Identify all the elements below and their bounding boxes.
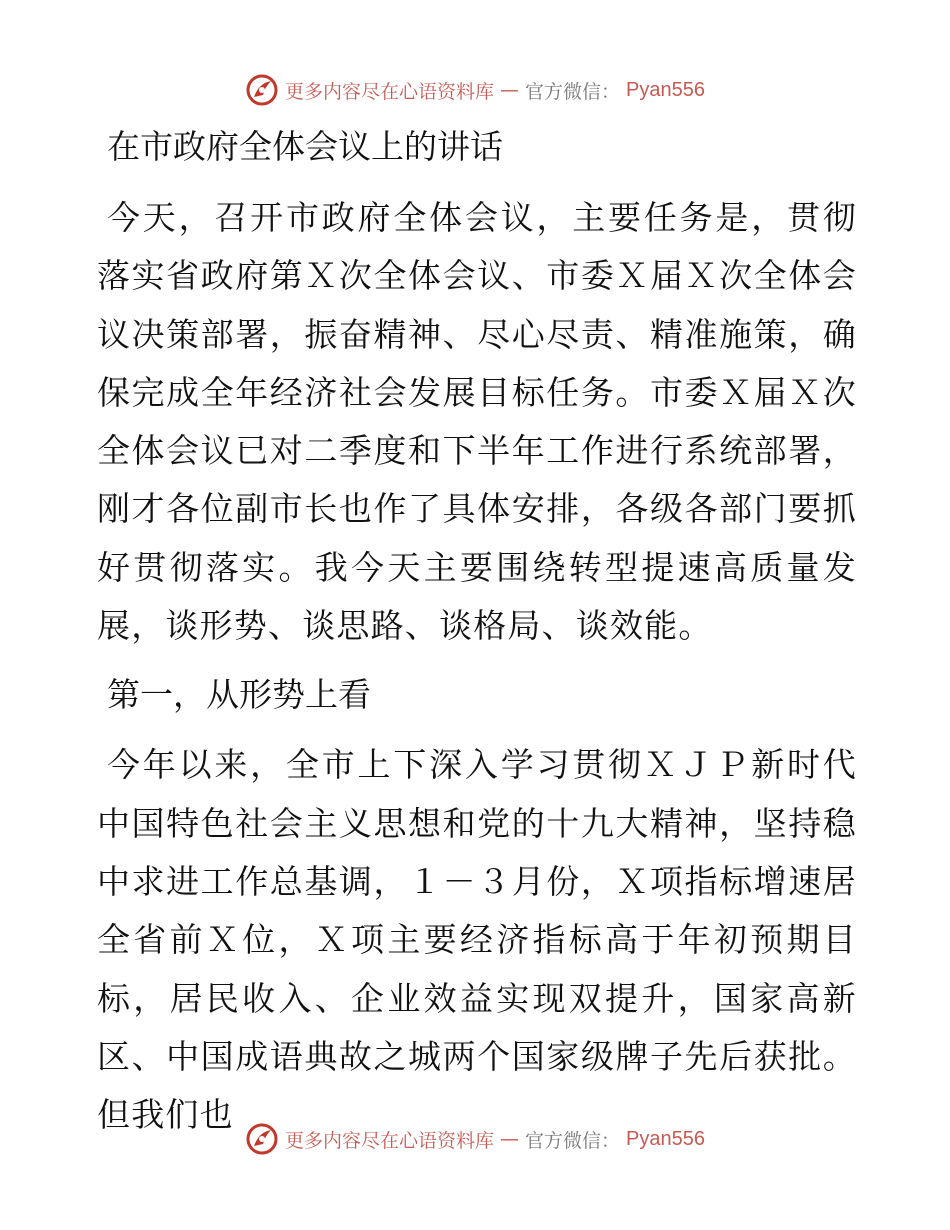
brand-logo-icon: [245, 1122, 279, 1156]
watermark-dash: —: [500, 1128, 520, 1150]
document-body: [97, 120, 857, 1144]
section-heading-1: 第一，从形势上看: [107, 675, 371, 715]
watermark-official-label: 官方微信：: [525, 80, 621, 103]
paragraph-situation: 今年以来，全市上下深入学习贯彻ＸＪＰ新时代中国特色社会主义思想和党的十九大精神，坚持稳中求进工作总基调，１－３月份，Ｘ项指标增速居全省前Ｘ位，Ｘ项主要经济指标高于年初预期目标，居民收入、企业效益实现双提升，国家高新区、中国成语典故之城两个国家级牌子先后获批。但我们也: [97, 745, 857, 1135]
brand-logo-icon: [245, 73, 279, 107]
watermark-text: 更多内容尽在心语资料库: [285, 80, 495, 103]
watermark-dash: —: [500, 79, 520, 101]
watermark-wechat-id: Pyan556: [626, 78, 705, 101]
document-title: 在市政府全体会议上的讲话: [107, 127, 503, 166]
watermark-wechat-id: Pyan556: [626, 1127, 705, 1150]
footer-watermark: [0, 1119, 950, 1159]
paragraph-intro: 今天，召开市政府全体会议，主要任务是，贯彻落实省政府第Ｘ次全体会议、市委Ｘ届Ｘ次全体会议决策部署，振奋精神、尽心尽责、精准施策，确保完成全年经济社会发展目标任务。市委Ｘ届Ｘ次全体会议已对二季度和下半年工作进行系统部署，刚才各位副市长也作了具体安排，各级各部门要抓好贯彻落实。我今天主要围绕转型提速高质量发展，谈形势、谈思路、谈格局、谈效能。: [97, 198, 857, 646]
watermark-official-label: 官方微信：: [525, 1129, 621, 1152]
watermark-text: 更多内容尽在心语资料库: [285, 1129, 495, 1152]
header-watermark: [0, 70, 950, 110]
